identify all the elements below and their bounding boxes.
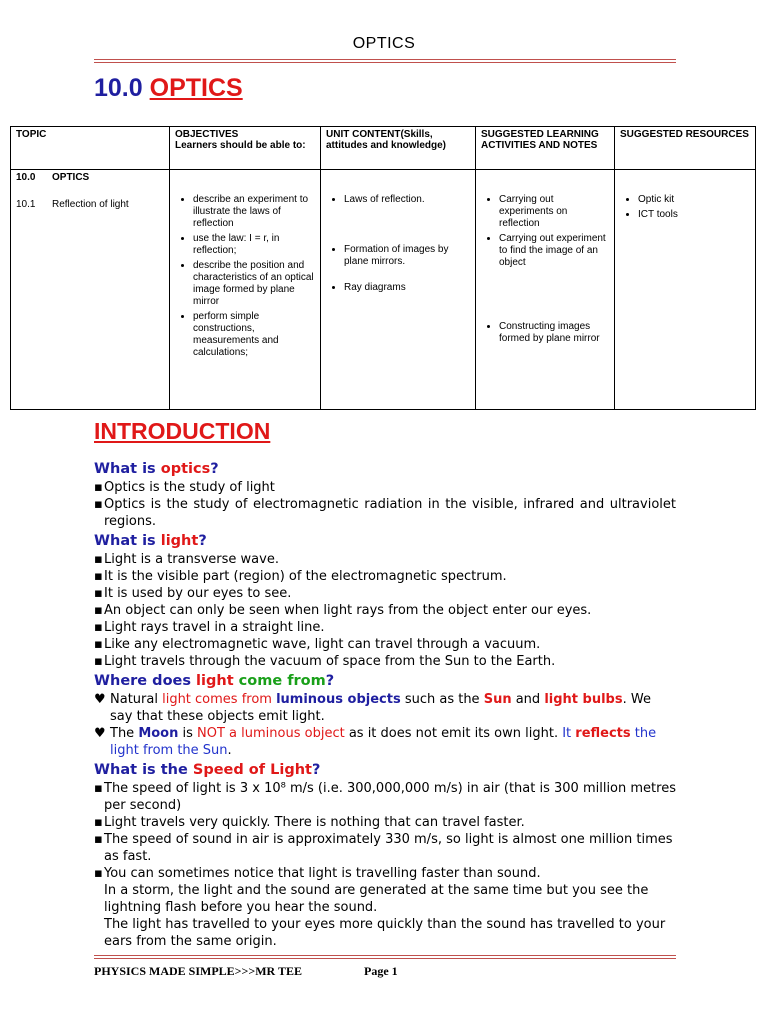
q-prefix: What is the [94, 762, 193, 778]
text-run: the light from the Sun [110, 726, 657, 758]
question-heading [94, 532, 676, 551]
text-run: Moon [138, 726, 179, 741]
activities-list [481, 194, 609, 345]
footer-rule [94, 955, 676, 956]
q-highlight: Speed of Light [192, 762, 312, 778]
header-objectives [170, 127, 321, 170]
list-item [94, 551, 676, 568]
table-row [11, 170, 756, 410]
q-prefix: Where does [94, 673, 197, 689]
q-highlight: light [196, 673, 234, 689]
objectives-list [175, 194, 315, 359]
bullet-icon: ▪ [94, 497, 103, 512]
syllabus-table [10, 126, 756, 410]
list-item [94, 585, 676, 602]
text-run: Natural [110, 692, 163, 707]
unit-content-cell [321, 170, 476, 410]
text-run: as it does not emit its own light. [344, 726, 563, 741]
q-prefix: What is [94, 461, 161, 477]
bullet-icon: ▪ [94, 603, 103, 618]
topic-row [16, 199, 164, 210]
list-item: • perform simple constructions, measurements and calculations; [193, 311, 315, 359]
list-item: • Carrying out experiments on reflection [499, 194, 609, 230]
q-highlight: light [160, 533, 199, 549]
topic-num: 10.0 [16, 172, 36, 183]
q-mid: come from [233, 673, 326, 689]
q-suffix: ? [198, 533, 207, 549]
resources-list [620, 194, 750, 221]
list-item: • Formation of images by plane mirrors. [344, 244, 470, 268]
list-item: • describe an experiment to illustrate the laws of reflection [193, 194, 315, 230]
question-heading [94, 761, 676, 780]
objectives-cell [170, 170, 321, 410]
bullet-icon: ▪ [94, 637, 103, 652]
list-item [94, 865, 676, 882]
text-run: light bulbs [544, 692, 623, 707]
page-number: Page 1 [364, 964, 398, 978]
point-text: You can sometimes notice that light is travelling faster than sound. [104, 866, 541, 881]
bullet-icon: ▪ [94, 815, 103, 830]
q-suffix: ? [311, 762, 321, 778]
list-item [94, 568, 676, 585]
point-text: It is used by our eyes to see. [104, 586, 292, 601]
list-item: • use the law: I = r, in reflection; [193, 233, 315, 257]
list-item: • Constructing images formed by plane mirror [499, 321, 609, 345]
topic-label: Reflection of light [52, 199, 129, 210]
bullet-icon: ▪ [94, 832, 103, 847]
topic-cell [11, 170, 170, 410]
topic-label: OPTICS [52, 172, 90, 183]
q-prefix: What is [94, 533, 161, 549]
point-text: Like any electromagnetic wave, light can travel through a vacuum. [104, 637, 541, 652]
point-text: Light is a transverse wave. [104, 552, 279, 567]
list-item [94, 780, 676, 814]
point-text: Optics is the study of light [104, 480, 275, 495]
list-item [94, 653, 676, 670]
unit-content-list [326, 194, 470, 294]
q-suffix: ? [325, 673, 335, 689]
bullet-icon: ▪ [94, 620, 103, 635]
point-text: Light travels through the vacuum of space from the Sun to the Earth. [104, 654, 556, 669]
list-item: • Carrying out experiment to find the image of an object [499, 233, 609, 269]
intro-content [94, 458, 676, 950]
text-run: . We say that these objects emit light. [110, 692, 651, 724]
bullet-icon: ▪ [94, 586, 103, 601]
activities-cell [476, 170, 615, 410]
title-number: 10.0 [94, 74, 143, 102]
heart-icon: ♥ [94, 692, 106, 707]
point-text: Light travels very quickly. There is nothing that can travel faster. [104, 815, 525, 830]
header-rule [94, 59, 676, 60]
table-header-row [11, 127, 756, 170]
list-item [94, 831, 676, 865]
text-run: It [562, 726, 576, 741]
text-run: is [178, 726, 198, 741]
text-run: reflects [575, 726, 631, 741]
header-topic: TOPIC [11, 127, 170, 170]
q-suffix: ? [210, 461, 219, 477]
point-text: An object can only be seen when light rays from the object enter our eyes. [104, 603, 592, 618]
topic-num: 10.1 [16, 199, 36, 210]
header-objectives-title: OBJECTIVES [175, 129, 239, 140]
list-item [94, 814, 676, 831]
bullet-icon: ▪ [94, 654, 103, 669]
title-text: OPTICS [149, 74, 243, 102]
q-highlight: optics [160, 461, 211, 477]
page-title [94, 74, 243, 103]
list-item: • Ray diagrams [344, 282, 470, 294]
list-item: • Optic kit [638, 194, 750, 206]
text-run: such as the [400, 692, 484, 707]
list-item [94, 691, 676, 725]
list-item [94, 602, 676, 619]
question-heading [94, 460, 676, 479]
bullet-icon: ▪ [94, 480, 103, 495]
paragraph: In a storm, the light and the sound are generated at the same time but you see the lightning flash before you hear the sound. [104, 883, 649, 915]
point-text: The speed of light is 3 x 10⁸ m/s (i.e. 300,000,000 m/s) in air (that is 300 million metres per second) [104, 781, 676, 813]
bullet-icon: ▪ [94, 866, 103, 881]
heart-icon: ♥ [94, 726, 106, 741]
text-run: Sun [483, 692, 512, 707]
page-footer [94, 964, 676, 979]
footer-text: PHYSICS MADE SIMPLE>>>MR TEE [94, 964, 302, 978]
list-item: • ICT tools [638, 209, 750, 221]
header-activities: SUGGESTED LEARNING ACTIVITIES AND NOTES [476, 127, 615, 170]
list-item: • describe the position and characteristics of an optical image formed by plane mirror [193, 260, 315, 308]
bullet-icon: ▪ [94, 569, 103, 584]
list-item [94, 636, 676, 653]
text-run: and [511, 692, 545, 707]
text-run: NOT a luminous object [197, 726, 345, 741]
text-run: light comes from [162, 692, 277, 707]
point-text: It is the visible part (region) of the electromagnetic spectrum. [104, 569, 507, 584]
list-item [94, 619, 676, 636]
point-text: The speed of sound in air is approximately 330 m/s, so light is almost one million times as fast. [104, 832, 673, 864]
text-run: . [227, 743, 232, 758]
footer-rule [94, 958, 676, 959]
resources-cell [615, 170, 756, 410]
text-run: The [110, 726, 139, 741]
list-item [94, 479, 676, 496]
topic-row [16, 172, 164, 183]
header-objectives-sub: Learners should be able to: [175, 140, 306, 151]
list-item [94, 725, 676, 759]
point-text: Optics is the study of electromagnetic radiation in the visible, infrared and ultraviolet regions. [104, 497, 676, 529]
point-text: Light rays travel in a straight line. [104, 620, 325, 635]
list-item: • Laws of reflection. [344, 194, 470, 206]
header-unit-content: UNIT CONTENT(Skills, attitudes and knowledge) [321, 127, 476, 170]
list-item [94, 496, 676, 530]
text-run: luminous objects [276, 692, 401, 707]
bullet-icon: ▪ [94, 781, 103, 796]
question-heading [94, 672, 676, 691]
running-header: OPTICS [352, 35, 416, 52]
header-resources: SUGGESTED RESOURCES [615, 127, 756, 170]
bullet-icon: ▪ [94, 552, 103, 567]
paragraph: The light has travelled to your eyes more quickly than the sound has travelled to your ears from the same origin. [104, 917, 666, 949]
header-rule [94, 62, 676, 63]
intro-heading: INTRODUCTION [94, 418, 271, 444]
